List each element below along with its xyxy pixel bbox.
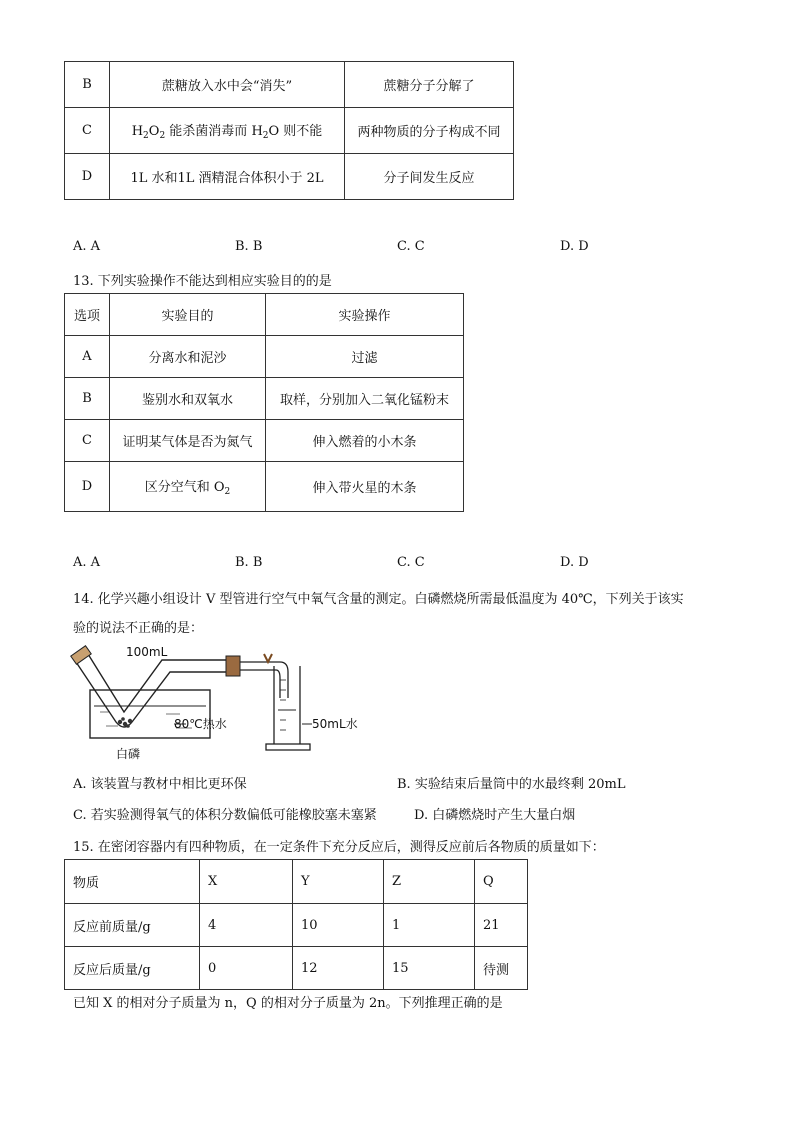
rubber-connector [226, 656, 288, 698]
q12-explain-d: 分子间发生反应 [345, 154, 514, 200]
q15-cell: 物质 [65, 860, 200, 904]
q15-cell: 反应后质量/g [65, 947, 200, 990]
q12-options [73, 239, 713, 259]
stopper-icon [71, 646, 91, 665]
q14-stem-line2: 验的说法不正确的是： [73, 621, 204, 636]
q13-option-c[interactable]: C. C [397, 555, 425, 570]
q12-option-d[interactable]: D. D [560, 239, 589, 254]
q14-option-a[interactable]: A. 该装置与教材中相比更环保 [73, 777, 247, 792]
q15-cell: Y [293, 860, 384, 904]
q12-option-a[interactable]: A. A [73, 239, 101, 254]
q13-opt-d: D [65, 462, 110, 512]
q13-goal-c: 证明某气体是否为氮气 [110, 420, 266, 462]
q12-fact-c-text: 能杀菌消毒而 [165, 124, 252, 139]
q13-opt-c: C [65, 420, 110, 462]
q15-cell: 4 [200, 904, 293, 947]
q13-stem: 13. 下列实验操作不能达到相应实验目的的是 [73, 274, 332, 289]
q15-table [64, 859, 528, 990]
q13-options [73, 555, 713, 575]
q13-option-d[interactable]: D. D [560, 555, 589, 570]
q14-option-d[interactable]: D. 白磷燃烧时产生大量白烟 [414, 808, 576, 823]
q12-fact-d: 1L 水和1L 酒精混合体积小于 2L [110, 154, 345, 200]
q13-option-a[interactable]: A. A [73, 555, 101, 570]
q15-cell: 21 [475, 904, 528, 947]
q15-cell: Q [475, 860, 528, 904]
q12-fact-b: 蔗糖放入水中会“消失” [110, 62, 345, 108]
q15-cell: X [200, 860, 293, 904]
label-hot-water: 80℃热水 [174, 717, 227, 731]
q12-option-c[interactable]: C. C [397, 239, 425, 254]
q13-option-b[interactable]: B. B [235, 555, 263, 570]
q12-opt-d: D [65, 154, 110, 200]
q15-cell: 0 [200, 947, 293, 990]
q12-option-b[interactable]: B. B [235, 239, 263, 254]
q13-table [64, 293, 464, 512]
q13-header-goal: 实验目的 [110, 294, 266, 336]
q13-op-b: 取样，分别加入二氧化锰粉末 [266, 378, 464, 420]
q14-stem-line1: 14. 化学兴趣小组设计 V 型管进行空气中氧气含量的测定。白磷燃烧所需最低温度为 40℃，下列关于该实 [73, 592, 684, 607]
q12-explain-c: 两种物质的分子构成不同 [345, 108, 514, 154]
q15-cell: 待测 [475, 947, 528, 990]
q13-op-a: 过滤 [266, 336, 464, 378]
q12-explain-b: 蔗糖分子分解了 [345, 62, 514, 108]
q12-opt-c: C [65, 108, 110, 154]
q14-option-b[interactable]: B. 实验结束后量筒中的水最终剩 20mL [397, 777, 626, 792]
q15-cell: 10 [293, 904, 384, 947]
q13-opt-a: A [65, 336, 110, 378]
formula-h2o2: $H_2O_2$ [131, 124, 166, 141]
q15-cell: 反应前质量/g [65, 904, 200, 947]
label-white-phosphorus: 白磷 [116, 747, 141, 761]
q14-option-c[interactable]: C. 若实验测得氧气的体积分数偏低可能橡胶塞未塞紧 [73, 808, 377, 823]
q15-cell: 15 [384, 947, 475, 990]
q15-cell: Z [384, 860, 475, 904]
q13-op-d: 伸入带火星的木条 [266, 462, 464, 512]
q13-goal-d: 区分空气和 $O_2$ [110, 462, 266, 512]
q13-goal-a: 分离水和泥沙 [110, 336, 266, 378]
q12-opt-b: B [65, 62, 110, 108]
q15-cell: 1 [384, 904, 475, 947]
q15-stem: 15. 在密闭容器内有四种物质，在一定条件下充分反应后，测得反应前后各物质的质量如下： [73, 840, 605, 855]
q12-fact-c [110, 108, 345, 154]
q14-apparatus-figure [66, 640, 376, 765]
q13-goal-b: 鉴别水和双氧水 [110, 378, 266, 420]
q15-tail: 已知 X 的相对分子质量为 n，Q 的相对分子质量为 2n。下列推理正确的是 [73, 996, 503, 1011]
label-100ml: 100mL [126, 645, 168, 659]
q15-cell: 12 [293, 947, 384, 990]
q13-op-c: 伸入燃着的小木条 [266, 420, 464, 462]
label-cylinder-water: 50mL水 [312, 717, 358, 731]
q12-table [64, 61, 514, 200]
clamp-icon [264, 654, 272, 662]
q13-opt-b: B [65, 378, 110, 420]
q13-header-option: 选项 [65, 294, 110, 336]
formula-h2o: $H_2O$ 则不能 [251, 124, 323, 141]
q13-header-operation: 实验操作 [266, 294, 464, 336]
